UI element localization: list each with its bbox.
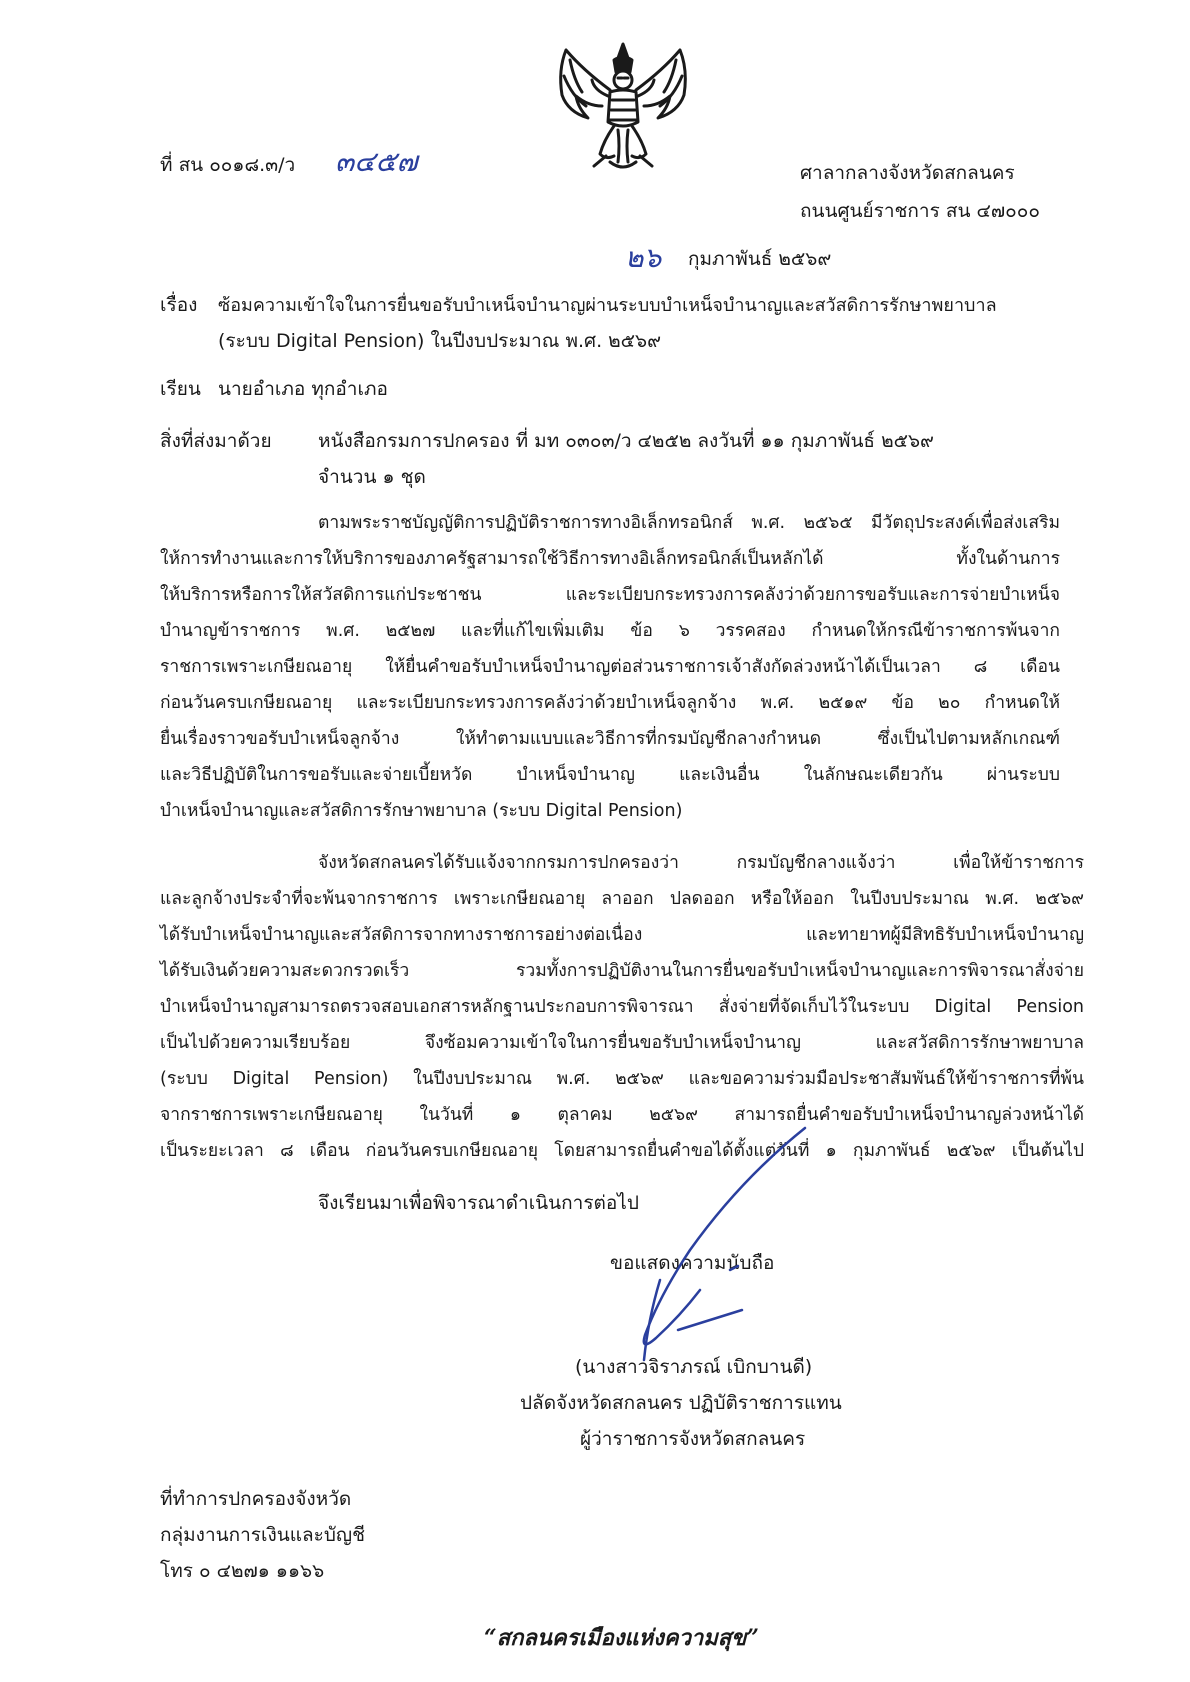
office-address-line2: ถนนศูนย์ราชการ สน ๔๗๐๐๐ xyxy=(800,200,1040,222)
footer-office-1: ที่ทำการปกครองจังหวัด xyxy=(160,1488,352,1510)
footer-office-2: กลุ่มงานการเงินและบัญชี xyxy=(160,1524,365,1546)
paragraph-2-line: จากราชการเพราะเกษียณอายุ ในวันที่ ๑ ตุลาคม ๒๕๖๙ สามารถยื่นคำขอรับบำเหน็จบำนาญล่วงหน้าได้ xyxy=(160,1105,1084,1125)
footer-phone: โทร ๐ ๔๒๗๑ ๑๑๖๖ xyxy=(160,1560,325,1582)
closing-request: จึงเรียนมาเพื่อพิจารณาดำเนินการต่อไป xyxy=(318,1192,639,1214)
paragraph-2-line: เป็นระยะเวลา ๘ เดือน ก่อนวันครบเกษียณอายุ โดยสามารถยื่นคำขอได้ตั้งแต่วันที่ ๑ กุมภาพันธ์ ๒๕๖๙ เป็นต้นไป xyxy=(160,1141,1084,1161)
paragraph-1-line: ตามพระราชบัญญัติการปฏิบัติราชการทางอิเล็กทรอนิกส์ พ.ศ. ๒๕๖๕ มีวัตถุประสงค์เพื่อส่งเสริม xyxy=(318,513,1060,533)
paragraph-1-line: ยื่นเรื่องราวขอรับบำเหน็จลูกจ้าง ให้ทำตามแบบและวิธีการที่กรมบัญชีกลางกำหนด ซึ่งเป็นไปตามหลักเกณฑ์ xyxy=(160,729,1060,749)
paragraph-1-line: ก่อนวันครบเกษียณอายุ และระเบียบกระทรวงการคลังว่าด้วยบำเหน็จลูกจ้าง พ.ศ. ๒๕๑๙ ข้อ ๒๐ กำหนดให้ xyxy=(160,693,1060,713)
paragraph-1-line: ราชการเพราะเกษียณอายุ ให้ยื่นคำขอรับบำเหน็จบำนาญต่อส่วนราชการเจ้าสังกัดล่วงหน้าได้เป็นเวลา ๘ เดือน xyxy=(160,657,1060,677)
signatory-position-1: ปลัดจังหวัดสกลนคร ปฏิบัติราชการแทน xyxy=(520,1392,842,1414)
recipient-label: เรียน xyxy=(160,378,201,400)
garuda-emblem xyxy=(548,40,698,175)
closing-regards: ขอแสดงความนับถือ xyxy=(610,1252,775,1274)
recipient-value: นายอำเภอ ทุกอำเภอ xyxy=(218,378,388,400)
paragraph-1-line: บำนาญข้าราชการ พ.ศ. ๒๕๒๗ และที่แก้ไขเพิ่มเติม ข้อ ๖ วรรคสอง กำหนดให้กรณีข้าราชการพ้นจาก xyxy=(160,621,1060,641)
paragraph-2-line: ได้รับบำเหน็จบำนาญและสวัสดิการจากทางราชการอย่างต่อเนื่อง และทายาทผู้มีสิทธิรับบำเหน็จบำนาญ xyxy=(160,925,1084,945)
document-ref-number-handwritten: ๓๔๕๗ xyxy=(335,145,418,178)
attachment-label: สิ่งที่ส่งมาด้วย xyxy=(160,430,272,452)
signatory-position-2: ผู้ว่าราชการจังหวัดสกลนคร xyxy=(580,1428,806,1450)
office-address-line1: ศาลากลางจังหวัดสกลนคร xyxy=(800,162,1015,184)
subject-line2: (ระบบ Digital Pension) ในปีงบประมาณ พ.ศ. ๒๕๖๙ xyxy=(218,330,662,352)
attachment-line1: หนังสือกรมการปกครอง ที่ มท ๐๓๐๓/ว ๔๒๕๒ ลงวันที่ ๑๑ กุมภาพันธ์ ๒๕๖๙ xyxy=(318,430,934,452)
subject-label: เรื่อง xyxy=(160,294,198,316)
paragraph-1-line: บำเหน็จบำนาญและสวัสดิการรักษาพยาบาล (ระบบ Digital Pension) xyxy=(160,801,683,821)
paragraph-2-line: เป็นไปด้วยความเรียบร้อย จึงซ้อมความเข้าใจในการยื่นขอรับบำเหน็จบำนาญ และสวัสดิการรักษาพยาบาล xyxy=(160,1033,1084,1053)
handwritten-signature xyxy=(560,1120,820,1380)
document-ref-prefix: ที่ สน ๐๐๑๘.๓/ว xyxy=(160,154,296,176)
paragraph-2-line: บำเหน็จบำนาญสามารถตรวจสอบเอกสารหลักฐานประกอบการพิจารณา สั่งจ่ายที่จัดเก็บไว้ในระบบ Digital Pension xyxy=(160,997,1084,1017)
paragraph-2-line: จังหวัดสกลนครได้รับแจ้งจากกรมการปกครองว่า กรมบัญชีกลางแจ้งว่า เพื่อให้ข้าราชการ xyxy=(318,853,1084,873)
paragraph-1-line: ให้บริการหรือการให้สวัสดิการแก่ประชาชน และระเบียบกระทรวงการคลังว่าด้วยการขอรับและการจ่ายบำเหน็จ xyxy=(160,585,1060,605)
paragraph-1-line: และวิธีปฏิบัติในการขอรับและจ่ายเบี้ยหวัด บำเหน็จบำนาญ และเงินอื่น ในลักษณะเดียวกัน ผ่านระบบ xyxy=(160,765,1060,785)
subject-line1: ซ้อมความเข้าใจในการยื่นขอรับบำเหน็จบำนาญผ่านระบบบำเหน็จบำนาญและสวัสดิการรักษาพยาบาล xyxy=(218,295,997,316)
date-day-handwritten: ๒๖ xyxy=(625,241,662,274)
province-motto: “สกลนครเมืองแห่งความสุข” xyxy=(484,1625,759,1651)
paragraph-2-line: ได้รับเงินด้วยความสะดวกรวดเร็ว รวมทั้งการปฏิบัติงานในการยื่นขอรับบำเหน็จบำนาญและการพิจารณาสั่งจ่าย xyxy=(160,961,1084,981)
attachment-line2: จำนวน ๑ ชุด xyxy=(318,466,426,488)
paragraph-2-line: (ระบบ Digital Pension) ในปีงบประมาณ พ.ศ. ๒๕๖๙ และขอความร่วมมือประชาสัมพันธ์ให้ข้าราชการที่พ้น xyxy=(160,1069,1084,1089)
paragraph-2-line: และลูกจ้างประจำที่จะพ้นจากราชการ เพราะเกษียณอายุ ลาออก ปลดออก หรือให้ออก ในปีงบประมาณ พ.ศ. ๒๕๖๙ xyxy=(160,889,1084,909)
paragraph-1-line: ให้การทำงานและการให้บริการของภาครัฐสามารถใช้วิธีการทางอิเล็กทรอนิกส์เป็นหลักได้ ทั้งในด้านการ xyxy=(160,549,1060,569)
date-month-year: กุมภาพันธ์ ๒๕๖๙ xyxy=(688,248,832,270)
signatory-name: (นางสาวจิราภรณ์ เบิกบานดี) xyxy=(575,1356,813,1378)
